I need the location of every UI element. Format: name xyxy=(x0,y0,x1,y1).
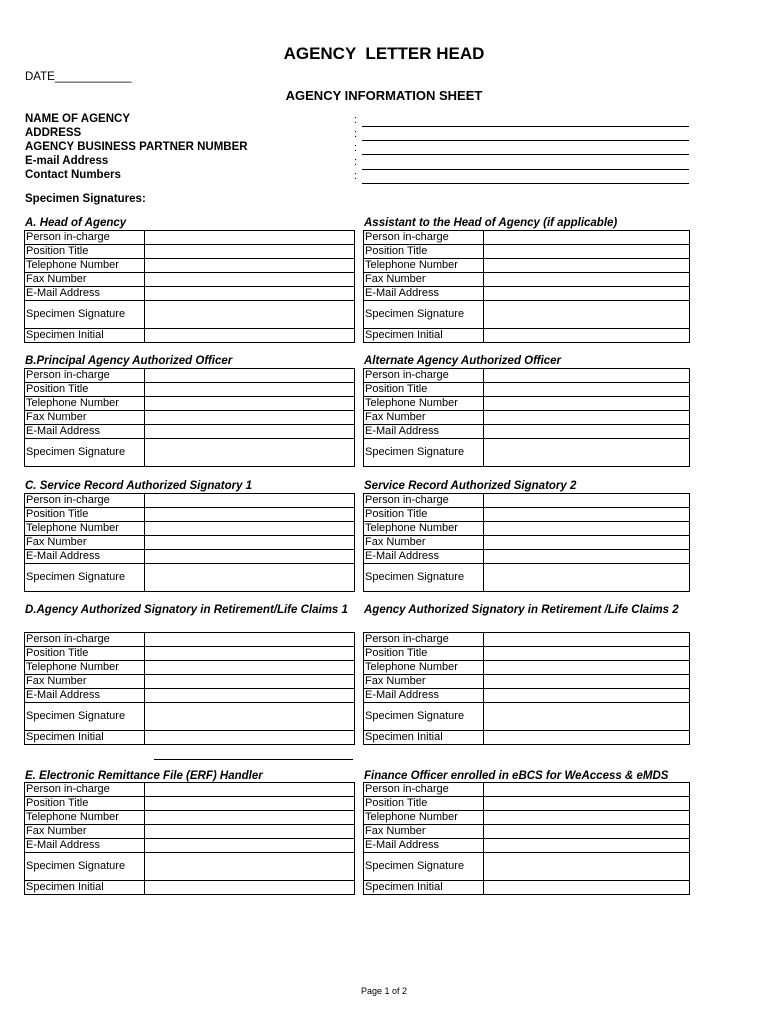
divider-line xyxy=(154,759,353,760)
value-cell[interactable] xyxy=(484,550,690,564)
row-label: Position Title xyxy=(25,245,145,259)
row-label: Specimen Signature xyxy=(25,301,145,329)
section-title-retirement-1: D.Agency Authorized Signatory in Retirement/Life Claims 1 xyxy=(25,604,348,616)
row-label: Telephone Number xyxy=(25,259,145,273)
value-cell[interactable] xyxy=(145,273,355,287)
row-label: Fax Number xyxy=(364,825,484,839)
value-cell[interactable] xyxy=(145,231,355,245)
row-label: E-Mail Address xyxy=(364,550,484,564)
value-cell[interactable] xyxy=(145,287,355,301)
row-label: Specimen Initial xyxy=(25,881,145,895)
table-service-record-1 xyxy=(24,493,355,592)
section-title-principal-officer: B.Principal Agency Authorized Officer xyxy=(25,355,233,367)
sheet-title: AGENCY INFORMATION SHEET xyxy=(285,88,483,103)
signature-cell[interactable] xyxy=(145,564,355,592)
row-label: Person in-charge xyxy=(364,494,484,508)
value-cell[interactable] xyxy=(145,494,355,508)
value-cell[interactable] xyxy=(145,411,355,425)
table-retirement-1 xyxy=(24,632,355,745)
contact-numbers-colon: : xyxy=(354,170,358,182)
page-title: AGENCY LETTER HEAD xyxy=(283,44,485,63)
row-label: Position Title xyxy=(364,797,484,811)
row-label: Fax Number xyxy=(364,675,484,689)
table-head-of-agency xyxy=(24,230,355,343)
initial-cell[interactable] xyxy=(484,731,690,745)
row-label: Person in-charge xyxy=(364,369,484,383)
row-label: E-Mail Address xyxy=(25,689,145,703)
row-label: Fax Number xyxy=(25,536,145,550)
section-title-retirement-2: Agency Authorized Signatory in Retirement /Life Claims 2 xyxy=(364,604,679,616)
value-cell[interactable] xyxy=(145,825,355,839)
signature-cell[interactable] xyxy=(484,853,690,881)
row-label: Specimen Signature xyxy=(25,439,145,467)
row-label: Telephone Number xyxy=(364,522,484,536)
row-label: Specimen Signature xyxy=(25,564,145,592)
date-label: DATE____________ xyxy=(25,71,132,83)
row-label: Specimen Signature xyxy=(364,853,484,881)
row-label: E-Mail Address xyxy=(25,425,145,439)
row-label: Specimen Initial xyxy=(25,329,145,343)
row-label: Specimen Signature xyxy=(25,703,145,731)
value-cell[interactable] xyxy=(145,647,355,661)
row-label: Person in-charge xyxy=(364,783,484,797)
row-label: Telephone Number xyxy=(364,397,484,411)
row-label: E-Mail Address xyxy=(364,425,484,439)
table-assistant xyxy=(363,230,690,343)
value-cell[interactable] xyxy=(484,231,690,245)
table-principal-officer xyxy=(24,368,355,467)
row-label: Person in-charge xyxy=(25,783,145,797)
row-label: Telephone Number xyxy=(364,811,484,825)
initial-cell[interactable] xyxy=(145,731,355,745)
section-title-service-record-1: C. Service Record Authorized Signatory 1 xyxy=(25,480,253,492)
section-title-assistant: Assistant to the Head of Agency (if applicable) xyxy=(364,217,618,229)
row-label: Position Title xyxy=(25,647,145,661)
row-label: Person in-charge xyxy=(25,633,145,647)
bp-number-colon: : xyxy=(354,142,358,154)
table-service-record-2 xyxy=(363,493,690,592)
value-cell[interactable] xyxy=(145,397,355,411)
signature-cell[interactable] xyxy=(484,439,690,467)
row-label: Fax Number xyxy=(364,536,484,550)
section-title-service-record-2: Service Record Authorized Signatory 2 xyxy=(364,480,577,492)
value-cell[interactable] xyxy=(145,369,355,383)
row-label: Specimen Initial xyxy=(25,731,145,745)
value-cell[interactable] xyxy=(484,825,690,839)
row-label: Telephone Number xyxy=(25,661,145,675)
section-title-head-of-agency: A. Head of Agency xyxy=(25,217,127,229)
value-cell[interactable] xyxy=(145,797,355,811)
row-label: Specimen Signature xyxy=(25,853,145,881)
row-label: Fax Number xyxy=(364,411,484,425)
value-cell[interactable] xyxy=(484,397,690,411)
row-label: Position Title xyxy=(25,797,145,811)
value-cell[interactable] xyxy=(484,811,690,825)
value-cell[interactable] xyxy=(484,647,690,661)
row-label: Telephone Number xyxy=(25,522,145,536)
row-label: Person in-charge xyxy=(364,633,484,647)
section-title-finance-officer: Finance Officer enrolled in eBCS for WeAccess & eMDS xyxy=(364,770,669,782)
section-title-erf-handler: E. Electronic Remittance File (ERF) Handler xyxy=(25,770,263,782)
value-cell[interactable] xyxy=(145,245,355,259)
row-label: Telephone Number xyxy=(364,661,484,675)
signature-cell[interactable] xyxy=(484,301,690,329)
value-cell[interactable] xyxy=(145,783,355,797)
row-label: E-Mail Address xyxy=(25,550,145,564)
value-cell[interactable] xyxy=(484,287,690,301)
value-cell[interactable] xyxy=(145,839,355,853)
signature-cell[interactable] xyxy=(484,703,690,731)
value-cell[interactable] xyxy=(145,259,355,273)
row-label: Position Title xyxy=(364,245,484,259)
contact-numbers-field[interactable] xyxy=(362,183,689,184)
table-finance-officer xyxy=(363,782,690,895)
row-label: Position Title xyxy=(25,383,145,397)
value-cell[interactable] xyxy=(145,522,355,536)
value-cell[interactable] xyxy=(145,689,355,703)
value-cell[interactable] xyxy=(484,675,690,689)
value-cell[interactable] xyxy=(484,494,690,508)
value-cell[interactable] xyxy=(145,811,355,825)
row-label: Fax Number xyxy=(25,411,145,425)
initial-cell[interactable] xyxy=(145,881,355,895)
row-label: Specimen Signature xyxy=(364,439,484,467)
bp-number-label: AGENCY BUSINESS PARTNER NUMBER xyxy=(25,141,248,153)
address-field[interactable] xyxy=(362,140,689,141)
page-number: Page 1 of 2 xyxy=(360,986,408,996)
value-cell[interactable] xyxy=(145,675,355,689)
value-cell[interactable] xyxy=(484,508,690,522)
row-label: Person in-charge xyxy=(25,231,145,245)
value-cell[interactable] xyxy=(484,425,690,439)
row-label: Specimen Initial xyxy=(364,329,484,343)
row-label: Position Title xyxy=(364,383,484,397)
table-alternate-officer xyxy=(363,368,690,467)
row-label: Position Title xyxy=(25,508,145,522)
specimen-signatures-heading: Specimen Signatures: xyxy=(25,193,146,205)
row-label: Fax Number xyxy=(25,675,145,689)
row-label: Telephone Number xyxy=(25,811,145,825)
value-cell[interactable] xyxy=(484,369,690,383)
signature-cell[interactable] xyxy=(145,439,355,467)
row-label: Fax Number xyxy=(25,825,145,839)
row-label: E-Mail Address xyxy=(25,287,145,301)
value-cell[interactable] xyxy=(484,522,690,536)
row-label: Position Title xyxy=(364,647,484,661)
agency-name-label: NAME OF AGENCY xyxy=(25,113,130,125)
row-label: Fax Number xyxy=(25,273,145,287)
address-label: ADDRESS xyxy=(25,127,82,139)
bp-number-field[interactable] xyxy=(362,154,689,155)
signature-cell[interactable] xyxy=(484,564,690,592)
row-label: Specimen Initial xyxy=(364,881,484,895)
row-label: Person in-charge xyxy=(364,231,484,245)
signature-cell[interactable] xyxy=(145,301,355,329)
initial-cell[interactable] xyxy=(484,881,690,895)
row-label: E-Mail Address xyxy=(364,287,484,301)
value-cell[interactable] xyxy=(484,783,690,797)
email-colon: : xyxy=(354,156,358,168)
section-title-alternate-officer: Alternate Agency Authorized Officer xyxy=(364,355,562,367)
value-cell[interactable] xyxy=(484,245,690,259)
value-cell[interactable] xyxy=(484,411,690,425)
row-label: Person in-charge xyxy=(25,494,145,508)
value-cell[interactable] xyxy=(484,273,690,287)
value-cell[interactable] xyxy=(484,839,690,853)
row-label: Specimen Signature xyxy=(364,301,484,329)
email-field[interactable] xyxy=(362,169,689,170)
value-cell[interactable] xyxy=(484,259,690,273)
row-label: Telephone Number xyxy=(25,397,145,411)
value-cell[interactable] xyxy=(145,550,355,564)
row-label: Specimen Signature xyxy=(364,564,484,592)
table-retirement-2 xyxy=(363,632,690,745)
agency-name-field[interactable] xyxy=(362,126,689,127)
table-erf-handler xyxy=(24,782,355,895)
contact-numbers-label: Contact Numbers xyxy=(25,169,121,181)
value-cell[interactable] xyxy=(145,508,355,522)
value-cell[interactable] xyxy=(484,797,690,811)
value-cell[interactable] xyxy=(484,633,690,647)
value-cell[interactable] xyxy=(145,633,355,647)
value-cell[interactable] xyxy=(484,383,690,397)
value-cell[interactable] xyxy=(484,661,690,675)
row-label: Fax Number xyxy=(364,273,484,287)
row-label: Position Title xyxy=(364,508,484,522)
value-cell[interactable] xyxy=(145,425,355,439)
value-cell[interactable] xyxy=(145,536,355,550)
value-cell[interactable] xyxy=(484,689,690,703)
value-cell[interactable] xyxy=(145,383,355,397)
row-label: Specimen Signature xyxy=(364,703,484,731)
row-label: Specimen Initial xyxy=(364,731,484,745)
row-label: Person in-charge xyxy=(25,369,145,383)
email-label: E-mail Address xyxy=(25,155,109,167)
row-label: E-Mail Address xyxy=(364,839,484,853)
signature-cell[interactable] xyxy=(145,853,355,881)
initial-cell[interactable] xyxy=(484,329,690,343)
agency-name-colon: : xyxy=(354,114,358,126)
row-label: E-Mail Address xyxy=(364,689,484,703)
value-cell[interactable] xyxy=(484,536,690,550)
initial-cell[interactable] xyxy=(145,329,355,343)
value-cell[interactable] xyxy=(145,661,355,675)
signature-cell[interactable] xyxy=(145,703,355,731)
row-label: E-Mail Address xyxy=(25,839,145,853)
address-colon: : xyxy=(354,128,358,140)
row-label: Telephone Number xyxy=(364,259,484,273)
